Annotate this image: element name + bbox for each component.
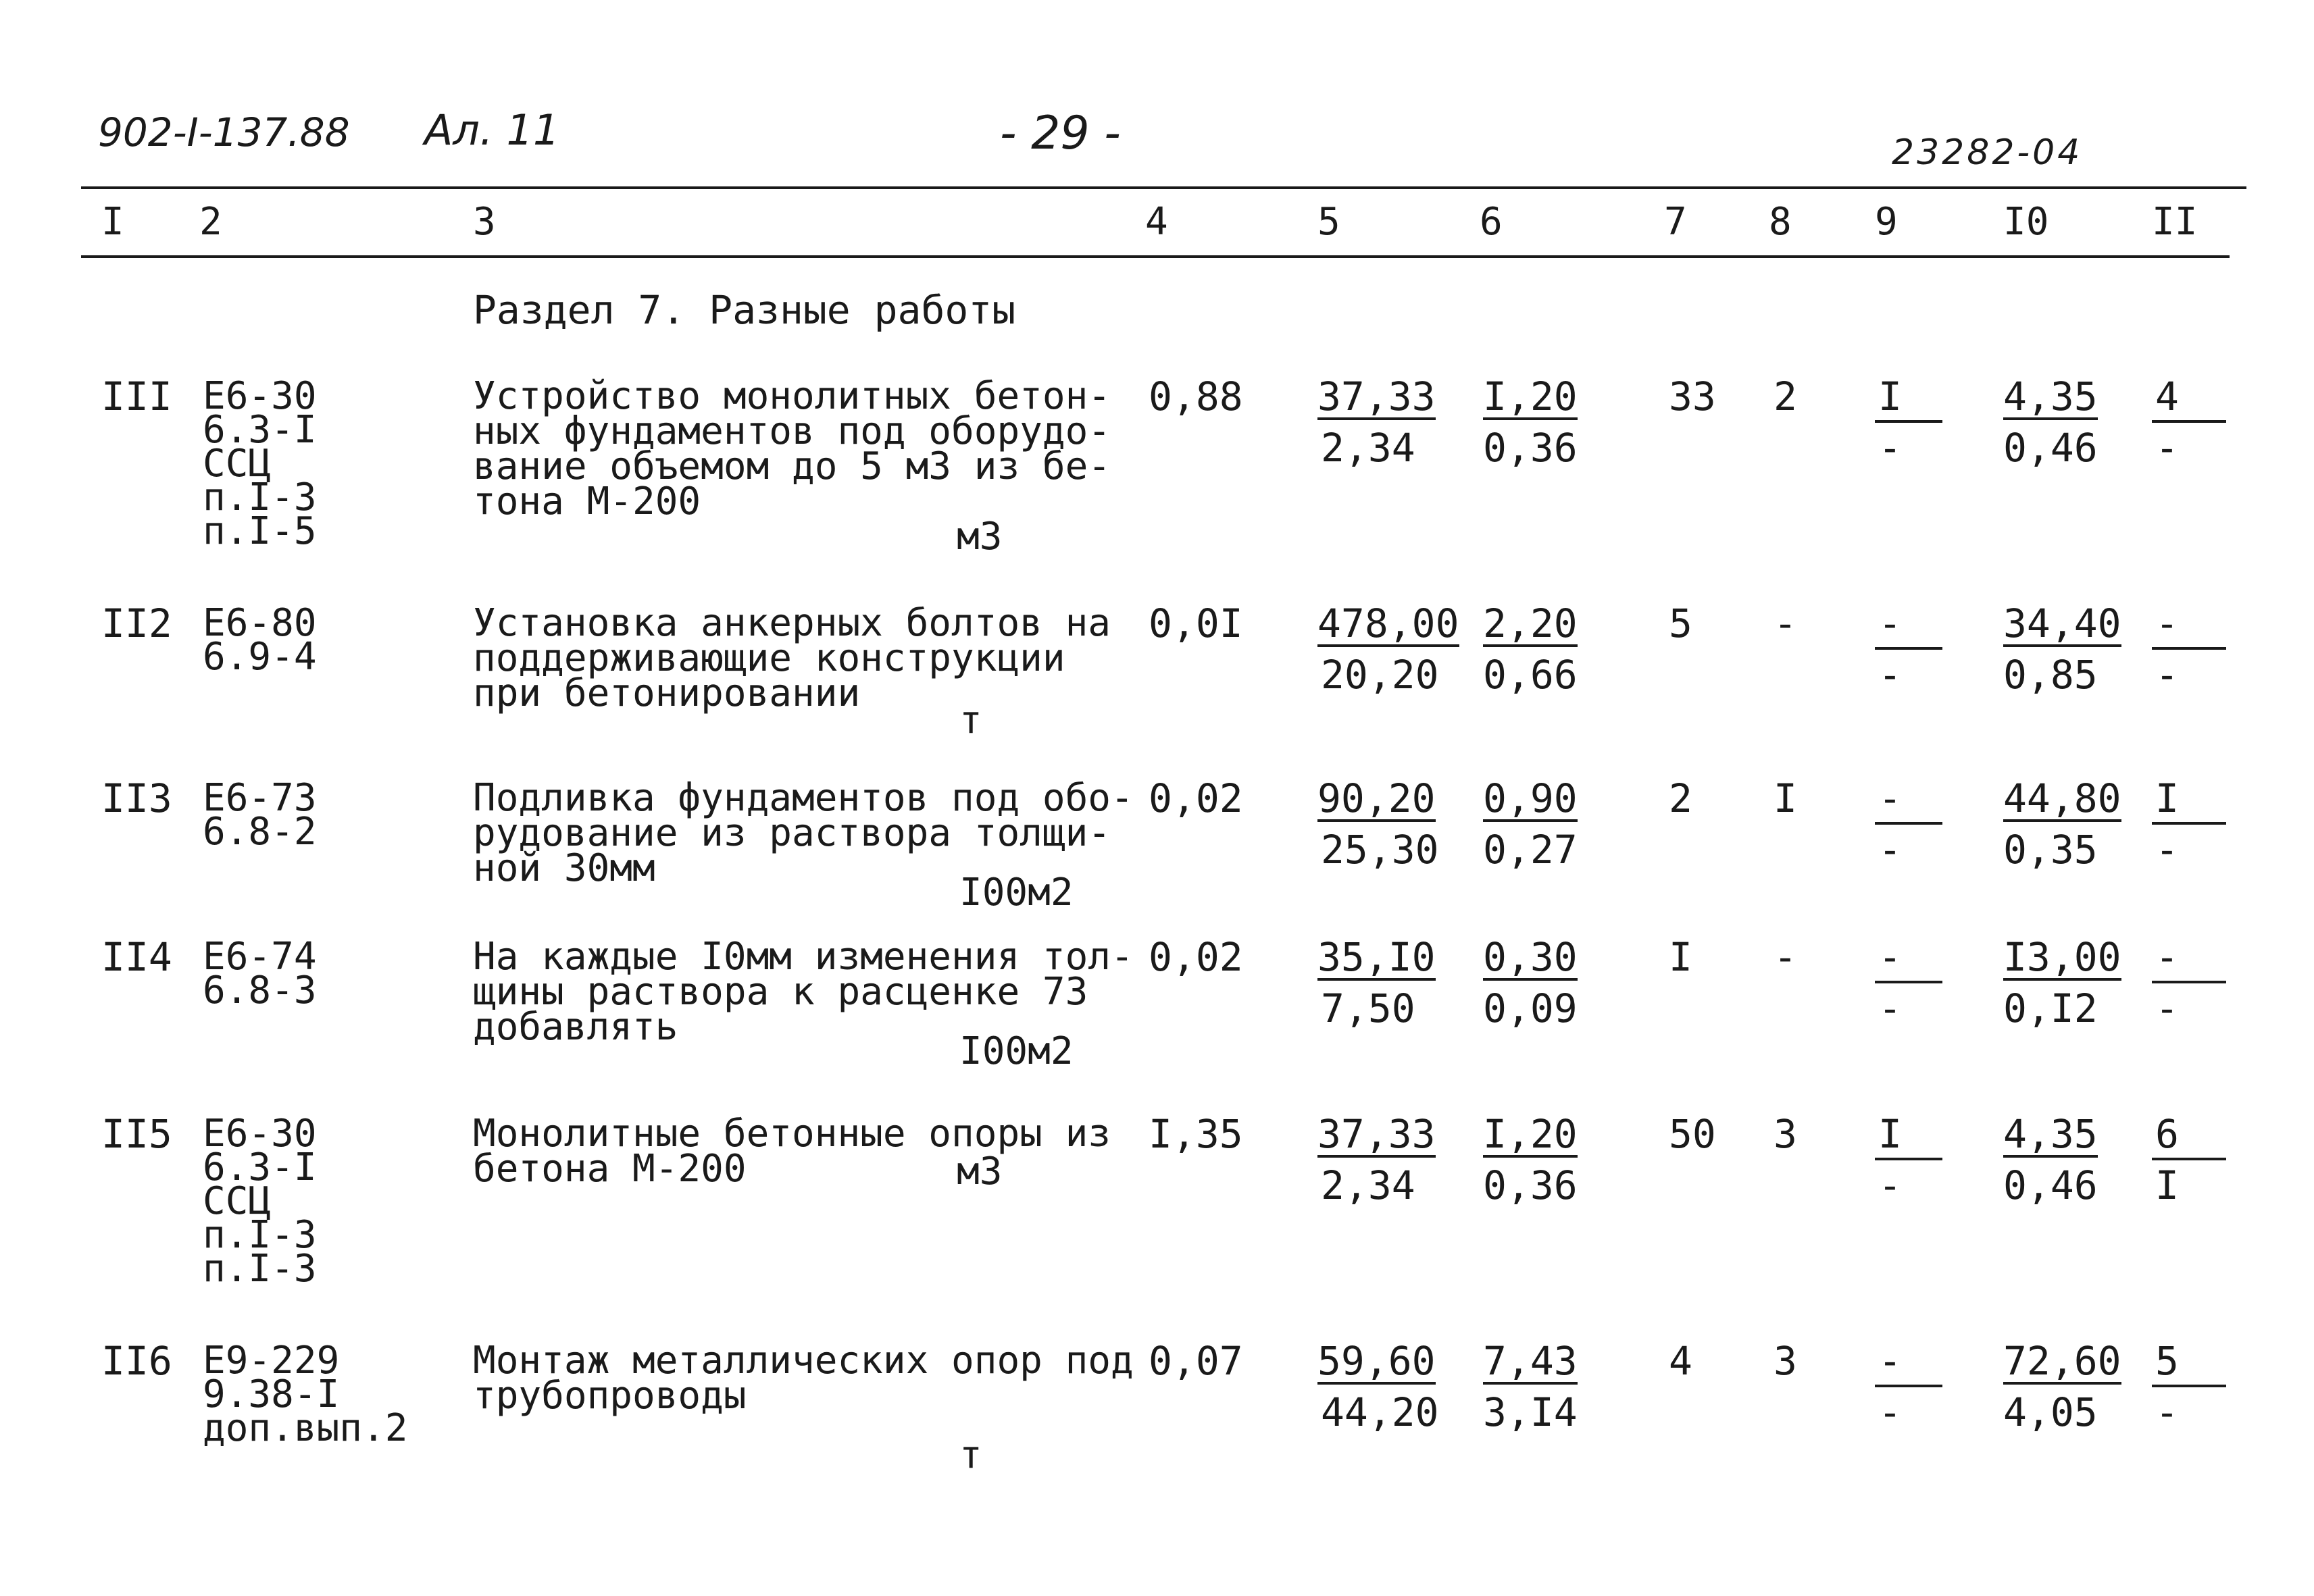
column-header: I (101, 200, 124, 244)
col10-bottom: 4,05 (2003, 1389, 2098, 1435)
col11-underline (2152, 647, 2226, 650)
col11-bottom: I (2155, 1162, 2179, 1208)
col8-value: 3 (1774, 1111, 1797, 1157)
column-header: 2 (199, 200, 222, 244)
col11-top: 5 (2155, 1338, 2179, 1384)
norm-code-line: 6.3-I (203, 1145, 317, 1189)
col9-underline (1875, 981, 1942, 983)
col7-value: 2 (1669, 775, 1692, 821)
work-description-line: поддерживающие конструкции (473, 636, 1065, 680)
col11-underline (2152, 1158, 2226, 1160)
col11-underline (2152, 1385, 2226, 1387)
quantity: 0,07 (1149, 1338, 1243, 1384)
document-code: 902-I-137.88 (98, 109, 350, 155)
work-description-line: рудование из раствора толщи- (473, 811, 1111, 855)
norm-code-line: 6.8-3 (203, 969, 317, 1012)
norm-code-line: 6.3-I (203, 408, 317, 452)
col7-value: 50 (1669, 1111, 1716, 1157)
unit-of-measure: I00м2 (959, 871, 1074, 915)
page-number: - 29 - (1000, 107, 1121, 160)
cost-total-top: 37,33 (1317, 1111, 1436, 1157)
col11-top: - (2155, 934, 2179, 980)
col9-underline (1875, 1385, 1942, 1387)
work-description-line: при бетонировании (473, 671, 861, 715)
col9-underline (1875, 1158, 1942, 1160)
cost-col6-bottom: 0,09 (1483, 985, 1578, 1031)
cost-col6-top: 7,43 (1483, 1338, 1578, 1384)
unit-of-measure: м3 (957, 1150, 1003, 1193)
quantity: 0,02 (1149, 775, 1243, 821)
cost-col6-top: 0,90 (1483, 775, 1578, 821)
col11-top: I (2155, 775, 2179, 821)
col9-bottom: - (1878, 1162, 1902, 1208)
column-header: 8 (1769, 200, 1792, 244)
col9-bottom: - (1878, 985, 1902, 1031)
norm-code-line: доп.вып.2 (203, 1406, 408, 1450)
col11-bottom: - (2155, 985, 2179, 1031)
cost-total-bottom: 2,34 (1321, 425, 1415, 471)
work-description-line: Монтаж металлических опор под (473, 1339, 1134, 1383)
col11-underline (2152, 420, 2226, 423)
col10-bottom: 0,46 (2003, 425, 2098, 471)
col10-top: 44,80 (2003, 775, 2121, 821)
norm-code-line: Е6-30 (203, 374, 317, 418)
row-number: II4 (101, 934, 172, 980)
col11-top: 4 (2155, 374, 2179, 419)
cost-col6-top: I,20 (1483, 374, 1578, 419)
work-description-line: Устройство монолитных бетон- (473, 374, 1111, 418)
work-description-line: трубопроводы (473, 1374, 747, 1418)
col10-bottom: 0,I2 (2003, 985, 2098, 1031)
norm-code-line: Е6-74 (203, 935, 317, 979)
norm-code-line: 9.38-I (203, 1372, 340, 1416)
col11-underline (2152, 981, 2226, 983)
work-description-line: Монолитные бетонные опоры из (473, 1112, 1111, 1156)
work-description-line: добавлять (473, 1005, 678, 1049)
col7-value: 5 (1669, 600, 1692, 646)
row-number: III (101, 374, 172, 419)
work-description-line: Установка анкерных болтов на (473, 601, 1111, 645)
row-number: II3 (101, 775, 172, 821)
col9-underline (1875, 420, 1942, 423)
unit-of-measure: м3 (957, 515, 1003, 559)
norm-code-line: ССЦ (203, 442, 272, 486)
row-number: II5 (101, 1111, 172, 1157)
cost-col6-top: 2,20 (1483, 600, 1578, 646)
col11-underline (2152, 822, 2226, 825)
cost-total-top: 59,60 (1317, 1338, 1436, 1384)
album-number: Ал. 11 (424, 105, 560, 155)
col10-top: 34,40 (2003, 600, 2121, 646)
work-description-line: Подливка фундаментов под обо- (473, 776, 1134, 820)
column-header: 9 (1875, 200, 1898, 244)
header-top-rule (81, 186, 2246, 189)
column-header: 3 (473, 200, 496, 244)
column-header: I0 (2003, 200, 2049, 244)
cost-total-top: 90,20 (1317, 775, 1436, 821)
col7-value: 4 (1669, 1338, 1692, 1384)
col9-top: I (1878, 1111, 1902, 1157)
col11-bottom: - (2155, 652, 2179, 698)
col11-bottom: - (2155, 827, 2179, 873)
col9-bottom: - (1878, 1389, 1902, 1435)
col8-value: I (1774, 775, 1797, 821)
col7-value: 33 (1669, 374, 1716, 419)
norm-code-line: п.I-3 (203, 1213, 317, 1257)
col10-bottom: 0,85 (2003, 652, 2098, 698)
row-number: II6 (101, 1338, 172, 1384)
col9-top: I (1878, 374, 1902, 419)
column-header: 7 (1664, 200, 1687, 244)
cost-col6-bottom: 0,36 (1483, 1162, 1578, 1208)
cost-col6-top: 0,30 (1483, 934, 1578, 980)
col9-bottom: - (1878, 827, 1902, 873)
work-description-line: щины раствора к расценке 73 (473, 970, 1088, 1014)
cost-total-bottom: 2,34 (1321, 1162, 1415, 1208)
norm-code-line: п.I-5 (203, 509, 317, 553)
quantity: I,35 (1149, 1111, 1243, 1157)
quantity: 0,0I (1149, 600, 1243, 646)
norm-code-line: 6.8-2 (203, 810, 317, 854)
cost-col6-bottom: 3,I4 (1483, 1389, 1578, 1435)
col9-top: - (1878, 600, 1902, 646)
norm-code-line: Е9-229 (203, 1339, 340, 1383)
cost-total-bottom: 25,30 (1321, 827, 1439, 873)
row-number: II2 (101, 600, 172, 646)
inventory-number: 23282-04 (1892, 132, 2083, 173)
col8-value: 2 (1774, 374, 1797, 419)
column-header: 5 (1317, 200, 1340, 244)
col8-value: - (1774, 600, 1797, 646)
norm-code-line: Е6-73 (203, 776, 317, 820)
col8-value: - (1774, 934, 1797, 980)
col9-top: - (1878, 775, 1902, 821)
col10-top: 4,35 (2003, 374, 2098, 419)
norm-code-line: п.I-3 (203, 475, 317, 519)
col10-top: 4,35 (2003, 1111, 2098, 1157)
unit-of-measure: т (959, 698, 982, 742)
quantity: 0,88 (1149, 374, 1243, 419)
column-header: 6 (1480, 200, 1503, 244)
col9-top: - (1878, 1338, 1902, 1384)
cost-col6-top: I,20 (1483, 1111, 1578, 1157)
cost-total-top: 37,33 (1317, 374, 1436, 419)
cost-total-bottom: 20,20 (1321, 652, 1439, 698)
norm-code-line: ССЦ (203, 1179, 272, 1223)
col10-bottom: 0,46 (2003, 1162, 2098, 1208)
section-title: Раздел 7. Разные работы (473, 287, 1016, 333)
work-description-line: На каждые I0мм изменения тол- (473, 935, 1134, 979)
col9-underline (1875, 647, 1942, 650)
col11-top: 6 (2155, 1111, 2179, 1157)
col11-top: - (2155, 600, 2179, 646)
col7-value: I (1669, 934, 1692, 980)
unit-of-measure: т (959, 1433, 982, 1477)
work-description-line: вание объемом до 5 м3 из бе- (473, 444, 1111, 488)
column-header: II (2152, 200, 2198, 244)
norm-code-line: Е6-80 (203, 601, 317, 645)
quantity: 0,02 (1149, 934, 1243, 980)
unit-of-measure: I00м2 (959, 1029, 1074, 1073)
work-description-line: тона М-200 (473, 480, 701, 523)
cost-col6-bottom: 0,36 (1483, 425, 1578, 471)
column-header: 4 (1145, 200, 1168, 244)
col10-top: 72,60 (2003, 1338, 2121, 1384)
col10-top: I3,00 (2003, 934, 2121, 980)
col11-bottom: - (2155, 1389, 2179, 1435)
header-bottom-rule (81, 255, 2230, 258)
work-description-line: бетона М-200 (473, 1147, 747, 1191)
norm-code-line: 6.9-4 (203, 635, 317, 679)
norm-code-line: Е6-30 (203, 1112, 317, 1156)
cost-col6-bottom: 0,27 (1483, 827, 1578, 873)
cost-total-bottom: 44,20 (1321, 1389, 1439, 1435)
col10-bottom: 0,35 (2003, 827, 2098, 873)
col9-underline (1875, 822, 1942, 825)
col9-bottom: - (1878, 652, 1902, 698)
col9-bottom: - (1878, 425, 1902, 471)
cost-col6-bottom: 0,66 (1483, 652, 1578, 698)
work-description-line: ной 30мм (473, 846, 655, 890)
col9-top: - (1878, 934, 1902, 980)
col8-value: 3 (1774, 1338, 1797, 1384)
cost-total-top: 478,00 (1317, 600, 1459, 646)
work-description-line: ных фундаментов под оборудо- (473, 409, 1111, 453)
col11-bottom: - (2155, 425, 2179, 471)
norm-code-line: п.I-3 (203, 1247, 317, 1291)
cost-total-bottom: 7,50 (1321, 985, 1415, 1031)
cost-total-top: 35,I0 (1317, 934, 1436, 980)
